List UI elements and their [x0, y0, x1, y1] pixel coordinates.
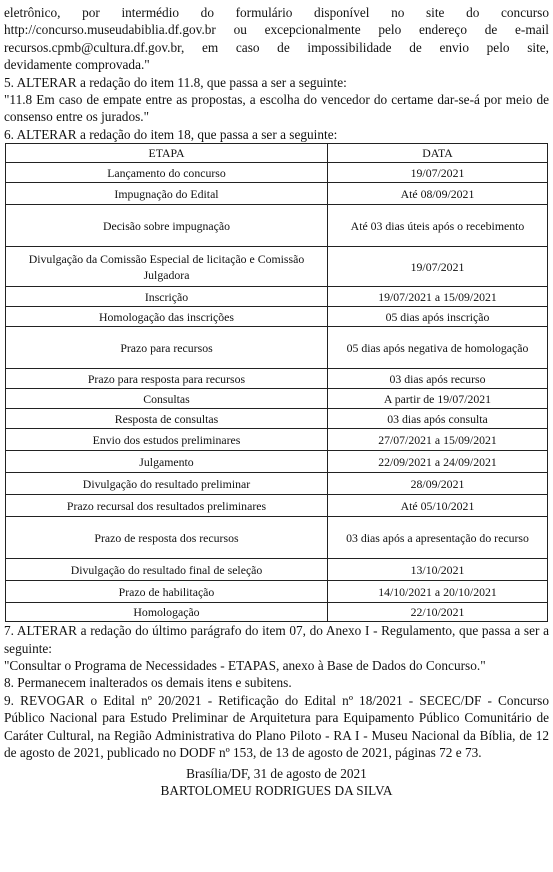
table-row [6, 247, 548, 287]
place-date: Brasília/DF, 31 de agosto de 2021 [186, 765, 367, 781]
table-row [6, 581, 548, 603]
data-cell: 22/10/2021 [328, 603, 548, 622]
table-row [6, 451, 548, 473]
signer-name: BARTOLOMEU RODRIGUES DA SILVA [160, 782, 393, 798]
item-6-heading: 6. ALTERAR a redação do item 18, que passa a ser a seguinte: [4, 126, 338, 142]
table-row [6, 183, 548, 205]
item-7-heading: 7. ALTERAR a redação do último parágrafo do item 07, do Anexo I - Regulamento, que passa a ser a seguinte: [4, 623, 549, 656]
data-cell: Até 08/09/2021 [328, 183, 548, 205]
table-header-row [6, 144, 548, 163]
etapa-cell: Divulgação do resultado final de seleção [6, 559, 328, 581]
column-header-data: DATA [328, 144, 548, 163]
data-cell: 14/10/2021 a 20/10/2021 [328, 581, 548, 603]
etapa-cell: Divulgação da Comissão Especial de licitação e Comissão Julgadora [6, 247, 328, 287]
data-cell: 03 dias após a apresentação do recurso [328, 517, 548, 559]
data-cell: Até 05/10/2021 [328, 495, 548, 517]
data-cell: 28/09/2021 [328, 473, 548, 495]
item-8: 8. Permanecem inalterados os demais itens e subitens. [4, 675, 292, 691]
etapa-cell: Inscrição [6, 287, 328, 307]
data-cell: 19/07/2021 a 15/09/2021 [328, 287, 548, 307]
table-row [6, 389, 548, 409]
table-row [6, 163, 548, 183]
table-row [6, 205, 548, 247]
etapa-cell: Prazo para recursos [6, 327, 328, 369]
item-5-quote: "11.8 Em caso de empate entre as propostas, a escolha do vencedor do certame dar-se-á por meio de consenso entre os jurados." [4, 92, 549, 125]
etapa-cell: Envio dos estudos preliminares [6, 429, 328, 451]
item-9: 9. REVOGAR o Edital nº 20/2021 - Retificação do Edital nº 18/2021 - SECEC/DF - Concurso Público Nacional para Estudo Preliminar de Arquitetura para Equipamento Público Comunitário de Caráter Cultural, na Região Administrativa do Plano Piloto - RA I - Museu Nacional da Bíblia, de 12 de agosto de 2021, publicado no DODF nº 153, de 13 de agosto de 2021, páginas 72 e 73. [4, 692, 549, 761]
etapa-cell: Consultas [6, 389, 328, 409]
data-cell: 05 dias após inscrição [328, 307, 548, 327]
intro-line-1: eletrônico, por intermédio do formulário disponível no site do concurso [4, 5, 549, 20]
etapa-cell: Resposta de consultas [6, 409, 328, 429]
etapa-cell: Prazo recursal dos resultados preliminares [6, 495, 328, 517]
item-5-heading: 5. ALTERAR a redação do item 11.8, que passa a ser a seguinte: [4, 74, 347, 90]
intro-line-3: recursos.cpmb@cultura.df.gov.br, em caso de impossibilidade de envio pelo site, [4, 39, 549, 55]
column-header-etapa: ETAPA [6, 144, 328, 163]
etapa-cell: Prazo de resposta dos recursos [6, 517, 328, 559]
data-cell: 13/10/2021 [328, 559, 548, 581]
data-cell: 19/07/2021 [328, 163, 548, 183]
data-cell: 22/09/2021 a 24/09/2021 [328, 451, 548, 473]
etapa-cell: Julgamento [6, 451, 328, 473]
table-row [6, 307, 548, 327]
intro-line-2: http://concurso.museudabiblia.df.gov.br ou excepcionalmente pelo endereço de e-mail [4, 22, 549, 38]
etapa-cell: Homologação das inscrições [6, 307, 328, 327]
item-7-quote: "Consultar o Programa de Necessidades - ETAPAS, anexo à Base de Dados do Concurso." [4, 658, 486, 674]
table-row [6, 409, 548, 429]
table-row [6, 603, 548, 622]
table-row [6, 517, 548, 559]
etapa-cell: Prazo de habilitação [6, 581, 328, 603]
data-cell: A partir de 19/07/2021 [328, 389, 548, 409]
etapa-cell: Prazo para resposta para recursos [6, 369, 328, 389]
data-cell: 03 dias após consulta [328, 409, 548, 429]
table-row [6, 429, 548, 451]
table-row [6, 327, 548, 369]
document-page [4, 0, 549, 799]
schedule-table [5, 143, 548, 622]
intro-paragraph [4, 4, 549, 74]
etapa-cell: Lançamento do concurso [6, 163, 328, 183]
data-cell: 03 dias após recurso [328, 369, 548, 389]
data-cell: Até 03 dias úteis após o recebimento [328, 205, 548, 247]
table-row [6, 369, 548, 389]
etapa-cell: Homologação [6, 603, 328, 622]
table-row [6, 473, 548, 495]
etapa-cell: Impugnação do Edital [6, 183, 328, 205]
intro-line-4: devidamente comprovada." [4, 57, 150, 73]
data-cell: 27/07/2021 a 15/09/2021 [328, 429, 548, 451]
etapa-cell: Decisão sobre impugnação [6, 205, 328, 247]
table-row [6, 559, 548, 581]
data-cell: 05 dias após negativa de homologação [328, 327, 548, 369]
data-cell: 19/07/2021 [328, 247, 548, 287]
etapa-cell: Divulgação do resultado preliminar [6, 473, 328, 495]
table-row [6, 495, 548, 517]
table-row [6, 287, 548, 307]
